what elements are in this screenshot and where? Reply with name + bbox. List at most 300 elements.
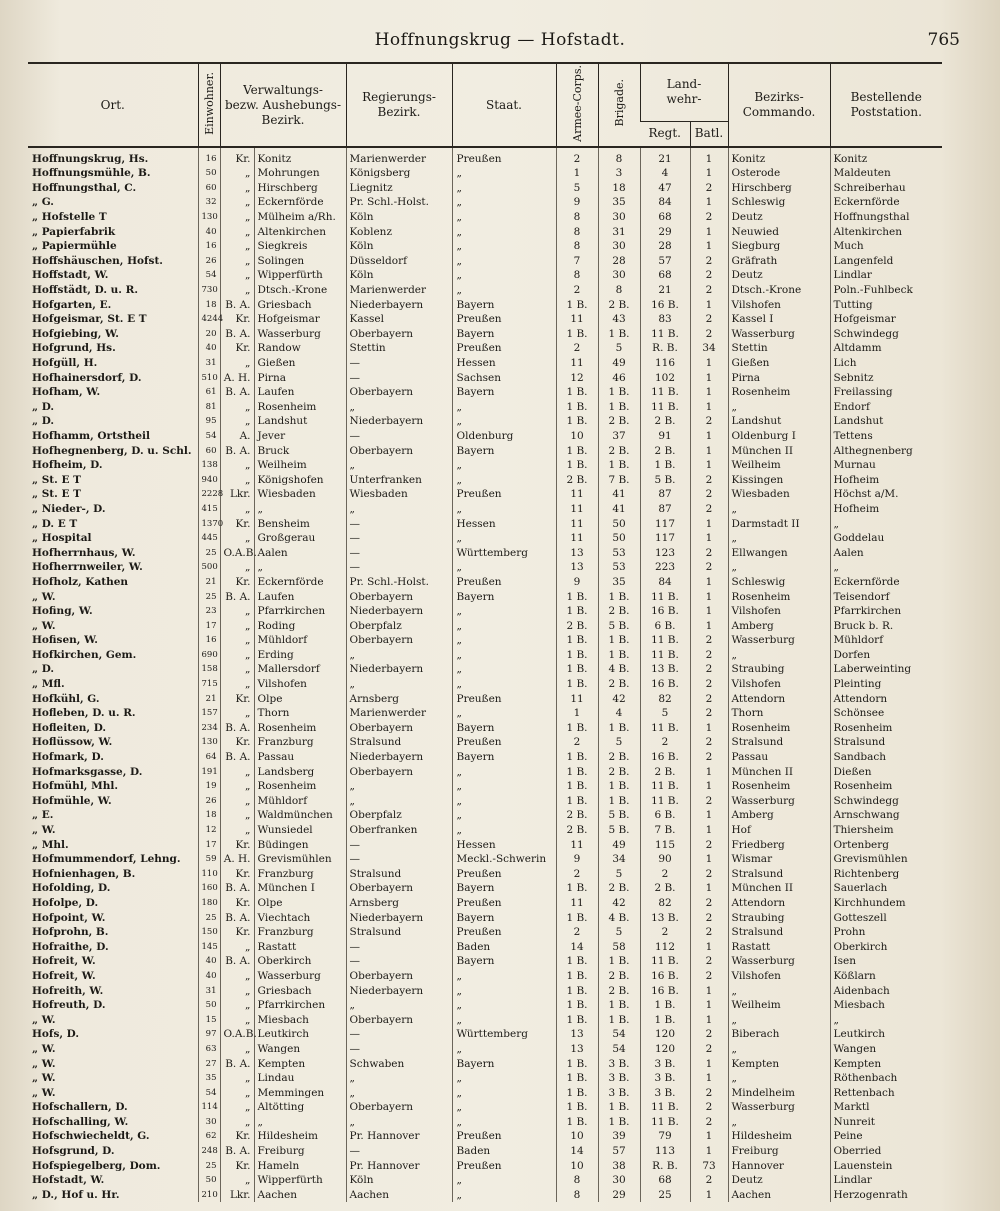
- table-cell: „ D., Hof u. Hr.: [32, 1188, 120, 1201]
- table-cell: 38: [598, 1158, 640, 1173]
- table-cell: 1 B.: [556, 1056, 598, 1071]
- table-cell: Hessen: [452, 356, 556, 371]
- table-cell: Preußen: [452, 312, 556, 327]
- table-row: [28, 677, 942, 692]
- table-cell: „: [346, 677, 452, 692]
- table-row: [28, 531, 942, 546]
- table-row: [28, 983, 942, 998]
- table-cell: Hofheim: [830, 502, 942, 517]
- table-row: [28, 458, 942, 473]
- table-cell: 60: [198, 443, 220, 458]
- table-cell: 2: [690, 969, 728, 984]
- table-cell: „: [728, 400, 830, 415]
- table-cell: 2 B.: [556, 472, 598, 487]
- table-cell: „ W.: [32, 1086, 56, 1099]
- table-cell: 2: [690, 1115, 728, 1130]
- table-cell: Oberpfalz: [346, 618, 452, 633]
- table-cell: 210: [198, 1188, 220, 1203]
- table-row: [28, 224, 942, 239]
- table-cell: Hofpoint, W.: [32, 911, 106, 924]
- table-cell: 2: [690, 633, 728, 648]
- table-row: [28, 618, 942, 633]
- table-cell: 2 B.: [598, 677, 640, 692]
- table-cell: 1 B.: [556, 969, 598, 984]
- table-cell: Rosenheim: [830, 721, 942, 736]
- table-row: [28, 969, 942, 984]
- table-cell: Rastatt: [254, 939, 346, 954]
- table-cell: Dießen: [830, 764, 942, 779]
- table-cell: Hofreit, W.: [32, 969, 96, 982]
- table-cell: 1: [690, 1144, 728, 1159]
- table-cell: 1 B.: [556, 633, 598, 648]
- table-cell: 940: [198, 472, 220, 487]
- table-row: [28, 545, 942, 560]
- table-cell: 87: [640, 502, 690, 517]
- table-row: [28, 312, 942, 327]
- table-cell: 6 B.: [640, 618, 690, 633]
- table-cell: 1 B.: [556, 297, 598, 312]
- table-cell: 32: [198, 195, 220, 210]
- table-row: [28, 750, 942, 765]
- table-cell: „: [728, 1115, 830, 1130]
- table-cell: 191: [198, 764, 220, 779]
- table-cell: 1: [690, 983, 728, 998]
- table-row: [28, 195, 942, 210]
- table-cell: „: [728, 560, 830, 575]
- table-cell: 8: [556, 210, 598, 225]
- table-cell: „ Papierfabrik: [32, 225, 116, 238]
- table-cell: „: [346, 1115, 452, 1130]
- table-cell: 114: [198, 1100, 220, 1115]
- table-cell: 5: [598, 925, 640, 940]
- table-cell: Hofschallern, D.: [32, 1101, 128, 1114]
- table-cell: 1 B.: [556, 910, 598, 925]
- table-cell: 1 B.: [556, 779, 598, 794]
- table-cell: Köln: [346, 268, 452, 283]
- table-cell: Olpe: [254, 896, 346, 911]
- table-cell: Bruck: [254, 443, 346, 458]
- table-cell: 18: [198, 808, 220, 823]
- table-cell: 40: [198, 224, 220, 239]
- table-cell: 2 B.: [598, 881, 640, 896]
- table-cell: 130: [198, 210, 220, 225]
- table-cell: 54: [198, 268, 220, 283]
- table-cell: 1: [690, 764, 728, 779]
- table-cell: Oberbayern: [346, 764, 452, 779]
- table-cell: „: [220, 779, 254, 794]
- col-armee: Armee-Corps.: [556, 63, 598, 147]
- table-cell: Oberbayern: [346, 589, 452, 604]
- table-cell: 31: [198, 356, 220, 371]
- table-cell: Hofolding, D.: [32, 882, 111, 895]
- table-cell: Franzburg: [254, 925, 346, 940]
- table-cell: Preußen: [452, 575, 556, 590]
- table-cell: 2: [690, 283, 728, 298]
- table-cell: 1: [690, 604, 728, 619]
- table-cell: 1: [690, 429, 728, 444]
- table-cell: 1 B.: [556, 604, 598, 619]
- table-cell: 1 B.: [556, 764, 598, 779]
- table-cell: Pfarrkirchen: [254, 604, 346, 619]
- table-cell: Wangen: [830, 1042, 942, 1057]
- table-cell: Rosenheim: [254, 779, 346, 794]
- table-cell: Aidenbach: [830, 983, 942, 998]
- table-cell: 2: [690, 925, 728, 940]
- table-cell: Ortenberg: [830, 837, 942, 852]
- table-cell: Stettin: [346, 341, 452, 356]
- table-cell: 42: [598, 896, 640, 911]
- table-row: [28, 1129, 942, 1144]
- table-cell: 79: [640, 1129, 690, 1144]
- table-cell: Eckernförde: [830, 195, 942, 210]
- table-cell: 11: [556, 516, 598, 531]
- table-cell: 50: [198, 166, 220, 181]
- table-cell: „: [346, 794, 452, 809]
- table-cell: Hoffshäuschen, Hofst.: [32, 254, 163, 267]
- table-cell: Hofgüll, H.: [32, 357, 98, 370]
- table-cell: 50: [598, 531, 640, 546]
- table-cell: Bayern: [452, 443, 556, 458]
- table-row: [28, 867, 942, 882]
- table-cell: 2: [690, 268, 728, 283]
- table-cell: 11 B.: [640, 385, 690, 400]
- table-cell: 59: [198, 852, 220, 867]
- table-cell: Wasserburg: [728, 633, 830, 648]
- table-cell: 117: [640, 531, 690, 546]
- table-cell: Hessen: [452, 837, 556, 852]
- table-cell: B. A.: [220, 721, 254, 736]
- table-cell: Hofheim: [830, 472, 942, 487]
- table-cell: Bayern: [452, 750, 556, 765]
- table-cell: Hofraithe, D.: [32, 940, 109, 953]
- table-cell: 110: [198, 867, 220, 882]
- table-cell: Pr. Schl.-Holst.: [346, 575, 452, 590]
- table-cell: 1: [690, 779, 728, 794]
- table-cell: 34: [690, 341, 728, 356]
- table-cell: 1: [556, 166, 598, 181]
- table-row: [28, 1158, 942, 1173]
- table-cell: Liegnitz: [346, 181, 452, 196]
- table-row: [28, 283, 942, 298]
- table-cell: 11: [556, 487, 598, 502]
- table-cell: „ G.: [32, 196, 54, 209]
- table-cell: „ W.: [32, 1013, 56, 1026]
- table-cell: 1: [690, 385, 728, 400]
- table-cell: 21: [198, 691, 220, 706]
- table-cell: 1 B.: [598, 721, 640, 736]
- table-cell: 1: [690, 370, 728, 385]
- table-cell: 1 B.: [556, 983, 598, 998]
- table-cell: „: [220, 400, 254, 415]
- table-cell: Thorn: [728, 706, 830, 721]
- table-cell: „: [452, 239, 556, 254]
- table-cell: 1 B.: [556, 881, 598, 896]
- table-cell: 11 B.: [640, 794, 690, 809]
- table-cell: Kr.: [220, 691, 254, 706]
- table-cell: Wiesbaden: [346, 487, 452, 502]
- table-cell: Mohrungen: [254, 166, 346, 181]
- table-cell: 25: [198, 910, 220, 925]
- page-number: 765: [927, 30, 960, 50]
- table-cell: Niederbayern: [346, 750, 452, 765]
- table-cell: Hoffstadt, W.: [32, 269, 109, 282]
- table-cell: Rosenheim: [728, 589, 830, 604]
- table-cell: „: [220, 998, 254, 1013]
- table-row: [28, 147, 942, 166]
- table-cell: Sauerlach: [830, 881, 942, 896]
- table-cell: „: [452, 414, 556, 429]
- table-cell: Mallersdorf: [254, 662, 346, 677]
- table-cell: Arnsberg: [346, 896, 452, 911]
- table-cell: 8: [556, 268, 598, 283]
- table-cell: 120: [640, 1042, 690, 1057]
- table-cell: Kr.: [220, 1129, 254, 1144]
- table-cell: „: [728, 1042, 830, 1057]
- table-cell: Hofmühl, Mhl.: [32, 780, 119, 793]
- table-cell: 415: [198, 502, 220, 517]
- table-cell: Schwindegg: [830, 327, 942, 342]
- table-cell: 1: [690, 852, 728, 867]
- table-cell: Weilheim: [728, 998, 830, 1013]
- table-cell: 68: [640, 210, 690, 225]
- table-cell: „: [728, 1012, 830, 1027]
- table-cell: 18: [598, 181, 640, 196]
- table-cell: 17: [198, 837, 220, 852]
- table-cell: „ W.: [32, 590, 56, 603]
- table-cell: 1 B.: [556, 677, 598, 692]
- table-cell: Jever: [254, 429, 346, 444]
- table-cell: 234: [198, 721, 220, 736]
- table-cell: Kassel I: [728, 312, 830, 327]
- table-cell: 11: [556, 837, 598, 852]
- table-cell: „: [220, 356, 254, 371]
- table-cell: 8: [556, 1188, 598, 1203]
- table-cell: 112: [640, 939, 690, 954]
- table-cell: Konitz: [830, 147, 942, 166]
- table-cell: Althegnenberg: [830, 443, 942, 458]
- table-cell: Passau: [728, 750, 830, 765]
- table-cell: —: [346, 356, 452, 371]
- table-cell: Hofschalling, W.: [32, 1115, 129, 1128]
- table-cell: „: [220, 531, 254, 546]
- table-cell: 11 B.: [640, 954, 690, 969]
- table-cell: Wasserburg: [254, 327, 346, 342]
- table-cell: Aalen: [254, 545, 346, 560]
- col-brigade: Brigade.: [598, 63, 640, 147]
- table-cell: Hessen: [452, 516, 556, 531]
- table-cell: 2 B.: [640, 881, 690, 896]
- table-cell: Oberbayern: [346, 327, 452, 342]
- table-cell: 2: [640, 867, 690, 882]
- table-cell: Weilheim: [728, 458, 830, 473]
- table-cell: 8: [598, 283, 640, 298]
- table-cell: —: [346, 837, 452, 852]
- table-cell: 1 B.: [556, 1085, 598, 1100]
- table-cell: Preußen: [452, 341, 556, 356]
- table-cell: 2: [690, 706, 728, 721]
- table-cell: 5 B.: [598, 808, 640, 823]
- table-cell: 54: [198, 429, 220, 444]
- table-cell: 87: [640, 487, 690, 502]
- table-cell: 2: [690, 910, 728, 925]
- table-cell: 2228: [198, 487, 220, 502]
- table-cell: 7 B.: [598, 472, 640, 487]
- table-cell: 11 B.: [640, 1115, 690, 1130]
- table-row: [28, 794, 942, 809]
- table-cell: 1 B.: [556, 721, 598, 736]
- table-cell: 1 B.: [556, 750, 598, 765]
- table-cell: „: [452, 604, 556, 619]
- table-cell: Griesbach: [254, 297, 346, 312]
- table-cell: „: [220, 633, 254, 648]
- table-cell: 30: [598, 210, 640, 225]
- table-cell: „ Hofstelle T: [32, 211, 107, 224]
- table-cell: 730: [198, 283, 220, 298]
- table-cell: 1 B.: [598, 794, 640, 809]
- table-cell: Freiburg: [254, 1144, 346, 1159]
- table-cell: Aachen: [254, 1188, 346, 1203]
- table-cell: Pr. Hannover: [346, 1129, 452, 1144]
- table-cell: Dorfen: [830, 648, 942, 663]
- table-cell: 25: [198, 589, 220, 604]
- table-cell: „ St. E T: [32, 473, 81, 486]
- table-cell: Kr.: [220, 1158, 254, 1173]
- table-cell: 3 B.: [640, 1056, 690, 1071]
- table-cell: 21: [640, 147, 690, 166]
- table-cell: Attendorn: [830, 691, 942, 706]
- table-row: [28, 706, 942, 721]
- table-cell: Hofschwiecheldt, G.: [32, 1130, 150, 1143]
- table-cell: 29: [640, 224, 690, 239]
- table-cell: 84: [640, 575, 690, 590]
- table-cell: Landshut: [830, 414, 942, 429]
- table-cell: Bayern: [452, 954, 556, 969]
- table-cell: 2: [690, 414, 728, 429]
- table-cell: 12: [556, 370, 598, 385]
- table-cell: 53: [598, 545, 640, 560]
- table-cell: 39: [598, 1129, 640, 1144]
- table-cell: 2 B.: [598, 443, 640, 458]
- table-cell: Lkr.: [220, 1188, 254, 1203]
- col-ort: Ort.: [28, 63, 198, 147]
- table-cell: Amberg: [728, 618, 830, 633]
- table-cell: 1 B.: [598, 400, 640, 415]
- table-cell: 90: [640, 852, 690, 867]
- table-cell: —: [346, 545, 452, 560]
- table-cell: 1: [690, 881, 728, 896]
- table-cell: 16 B.: [640, 750, 690, 765]
- table-cell: 180: [198, 896, 220, 911]
- table-cell: 11: [556, 502, 598, 517]
- table-cell: Konitz: [728, 147, 830, 166]
- table-cell: 2 B.: [640, 414, 690, 429]
- table-cell: 2 B.: [556, 823, 598, 838]
- table-cell: 1 B.: [556, 327, 598, 342]
- table-row: [28, 1085, 942, 1100]
- table-cell: 2 B.: [556, 618, 598, 633]
- table-cell: Hofmühle, W.: [32, 794, 112, 807]
- table-cell: Höchst a/M.: [830, 487, 942, 502]
- table-cell: „: [220, 268, 254, 283]
- table-cell: R. B.: [640, 341, 690, 356]
- table-cell: Kr.: [220, 896, 254, 911]
- table-cell: 1 B.: [598, 589, 640, 604]
- table-cell: 7 B.: [640, 823, 690, 838]
- table-cell: Hofgeismar, St. E T: [32, 313, 147, 326]
- table-cell: Hofherrnhaus, W.: [32, 546, 136, 559]
- table-row: [28, 823, 942, 838]
- table-cell: Wiesbaden: [254, 487, 346, 502]
- table-cell: Prohn: [830, 925, 942, 940]
- table-cell: „ Papiermühle: [32, 240, 117, 253]
- table-cell: Preußen: [452, 147, 556, 166]
- table-cell: 81: [198, 400, 220, 415]
- table-cell: 2: [556, 925, 598, 940]
- table-cell: „: [452, 1071, 556, 1086]
- table-cell: 2 B.: [640, 764, 690, 779]
- table-cell: Hofleiten, D.: [32, 721, 107, 734]
- table-cell: Attendorn: [728, 691, 830, 706]
- table-cell: Pirna: [728, 370, 830, 385]
- table-cell: 16 B.: [640, 969, 690, 984]
- table-cell: Friedberg: [728, 837, 830, 852]
- table-cell: Hofhegnenberg, D. u. Schl.: [32, 444, 192, 457]
- table-cell: Stettin: [728, 341, 830, 356]
- table-cell: 17: [198, 618, 220, 633]
- table-cell: Vilshofen: [728, 604, 830, 619]
- table-cell: 63: [198, 1042, 220, 1057]
- table-cell: 54: [598, 1042, 640, 1057]
- table-cell: Schwaben: [346, 1056, 452, 1071]
- table-cell: „: [220, 983, 254, 998]
- table-cell: Hofkirchen, Gem.: [32, 648, 137, 661]
- table-cell: Straubing: [728, 662, 830, 677]
- table-cell: 2: [556, 867, 598, 882]
- table-cell: 445: [198, 531, 220, 546]
- table-cell: 5: [640, 706, 690, 721]
- table-cell: „: [452, 983, 556, 998]
- table-cell: Marktl: [830, 1100, 942, 1115]
- table-cell: Hofprohn, B.: [32, 926, 109, 939]
- table-cell: 11 B.: [640, 589, 690, 604]
- table-cell: „: [220, 239, 254, 254]
- table-cell: Vilshofen: [728, 969, 830, 984]
- table-cell: 2: [556, 341, 598, 356]
- table-cell: 1 B.: [556, 954, 598, 969]
- table-row: [28, 400, 942, 415]
- table-row: [28, 239, 942, 254]
- table-cell: 2: [690, 1027, 728, 1042]
- table-row: [28, 443, 942, 458]
- table-cell: Stralsund: [728, 735, 830, 750]
- table-cell: Kr.: [220, 312, 254, 327]
- table-cell: 4: [640, 166, 690, 181]
- table-cell: Lauenstein: [830, 1158, 942, 1173]
- table-cell: 9: [556, 575, 598, 590]
- table-cell: Sandbach: [830, 750, 942, 765]
- table-cell: Preußen: [452, 487, 556, 502]
- table-cell: 82: [640, 896, 690, 911]
- table-cell: „: [452, 779, 556, 794]
- table-cell: 116: [640, 356, 690, 371]
- table-cell: Waldmünchen: [254, 808, 346, 823]
- table-cell: Kr.: [220, 341, 254, 356]
- table-cell: Hameln: [254, 1158, 346, 1173]
- table-cell: „: [220, 823, 254, 838]
- table-cell: 1: [690, 239, 728, 254]
- table-cell: Kr.: [220, 516, 254, 531]
- table-cell: Amberg: [728, 808, 830, 823]
